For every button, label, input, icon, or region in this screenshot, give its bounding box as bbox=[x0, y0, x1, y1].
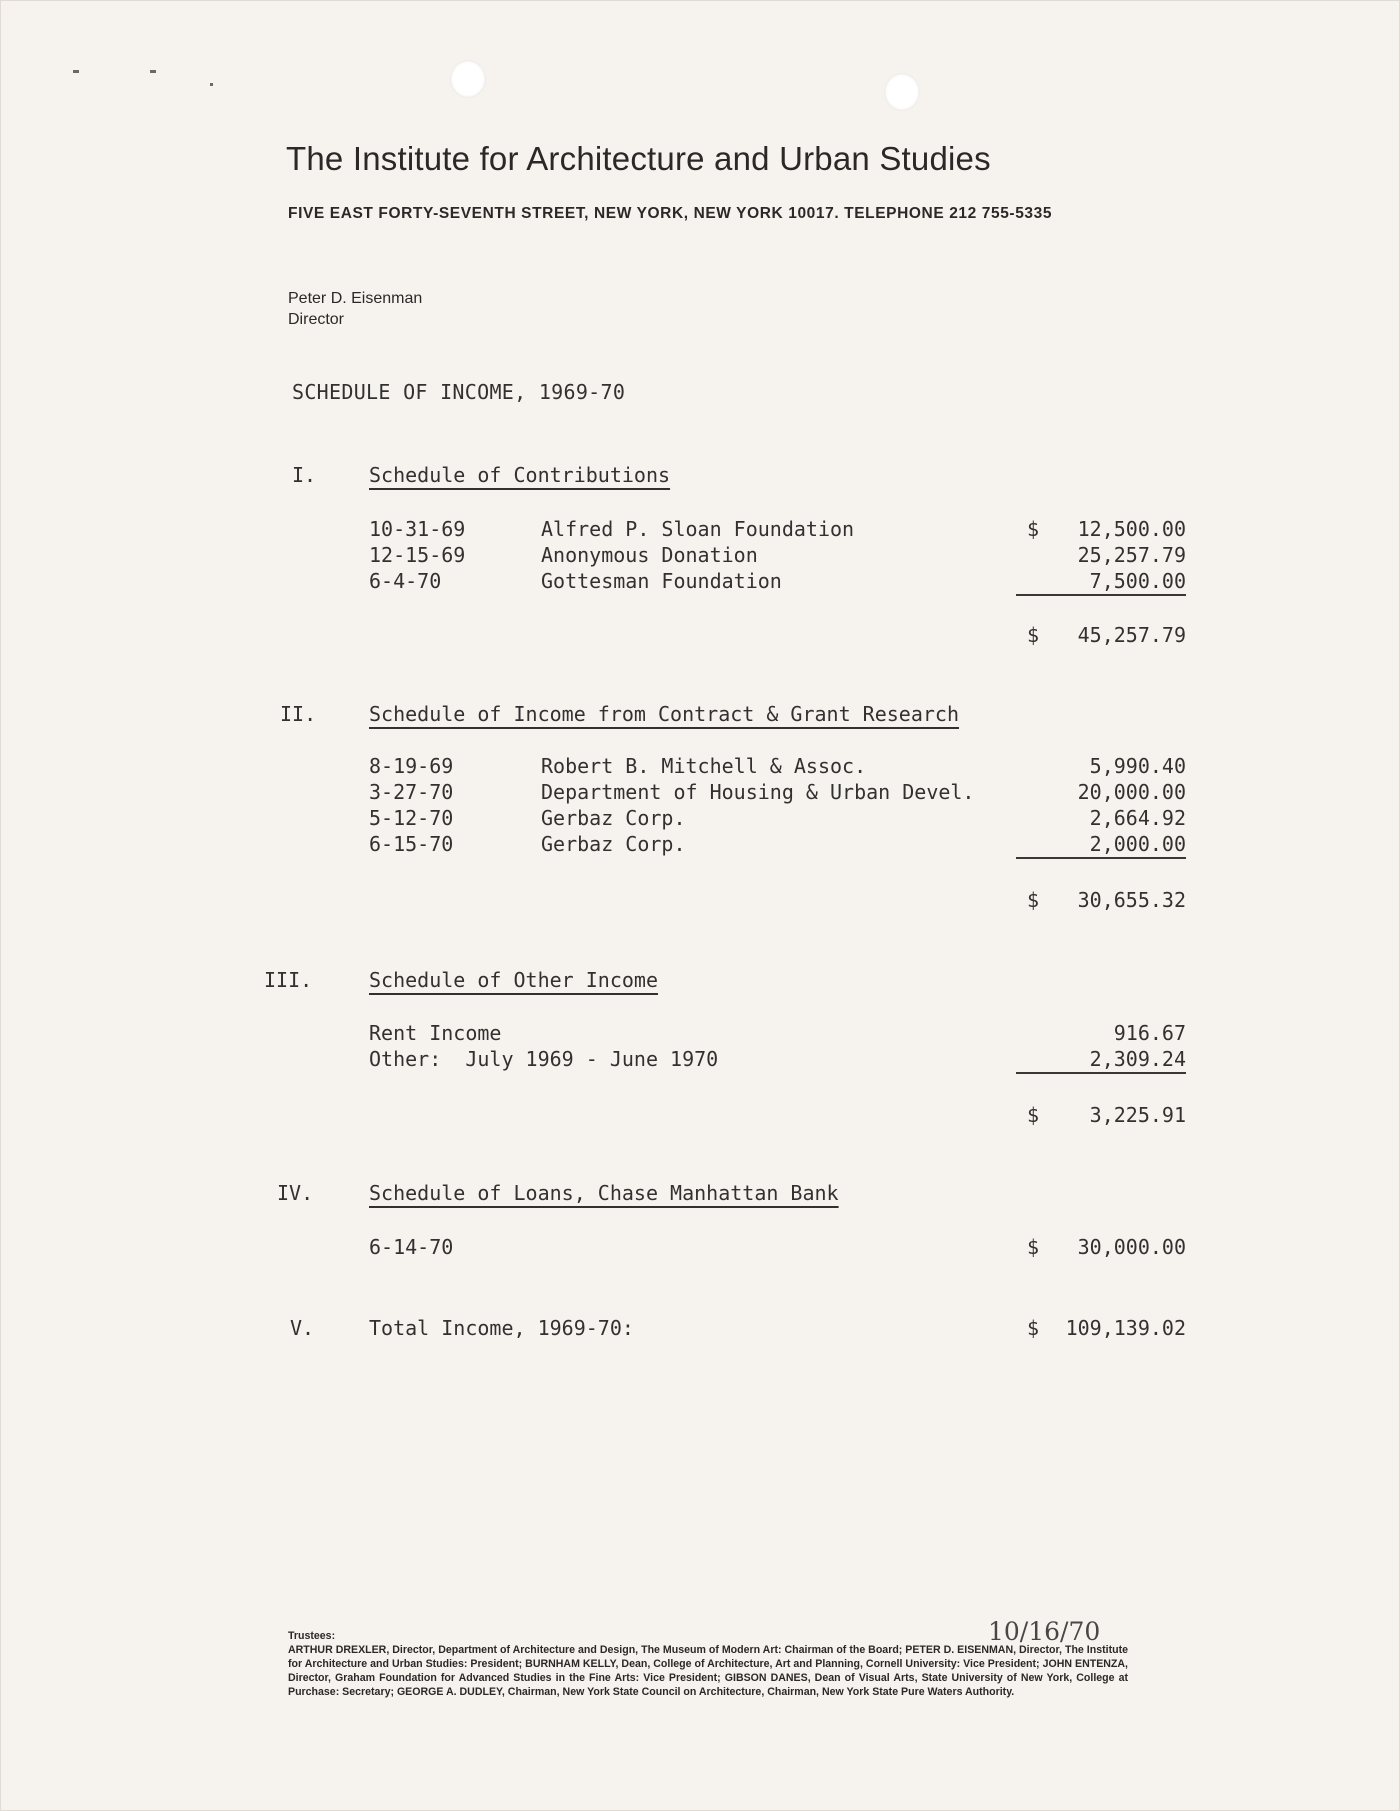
currency-symbol: $ bbox=[1027, 1316, 1040, 1340]
section-title: Schedule of Contributions bbox=[369, 463, 671, 487]
director-title: Director bbox=[288, 311, 345, 328]
row-description: Anonymous Donation bbox=[541, 543, 758, 567]
row-description: Rent Income bbox=[369, 1021, 502, 1045]
row-amount: 25,257.79 bbox=[1077, 543, 1186, 567]
row-date: 12-15-69 bbox=[369, 543, 466, 567]
row-amount: 12,500.00 bbox=[1077, 517, 1186, 541]
row-amount: 2,309.24 bbox=[1016, 1047, 1186, 1074]
row-description: Robert B. Mitchell & Assoc. bbox=[541, 754, 867, 778]
section-title: Schedule of Other Income bbox=[369, 968, 658, 992]
row-date: 6-15-70 bbox=[369, 832, 454, 856]
trustees-footer bbox=[288, 1629, 1128, 1699]
row-description: Department of Housing & Urban Devel. bbox=[541, 780, 975, 804]
row-description: Gerbaz Corp. bbox=[541, 832, 686, 856]
section-total: 45,257.79 bbox=[1077, 623, 1186, 647]
trustees-text: ARTHUR DREXLER, Director, Department of Architecture and Design, The Museum of Modern Art: Chairman of the Board; PETER D. EISENMAN, Director, The Institute for Architecture and Urban Studies: President; BURNHAM KELLY, Dean, College of Architecture, Art and Planning, Cornell University: Vice President; JOHN ENTENZA, Director, Graham Foundation for Advanced Studies in the Fine Arts: Vice President; GIBSON DANES, Dean of Visual Arts, State University of New York, College at Purchase: Secretary; GEORGE A. DUDLEY, Chairman, New York State Council on Architecture, Chairman, New York State Pure Waters Authority. bbox=[288, 1644, 1128, 1698]
row-amount: 7,500.00 bbox=[1016, 569, 1186, 596]
section-total: 30,655.32 bbox=[1077, 888, 1186, 912]
trustees-label: Trustees: bbox=[288, 1630, 336, 1642]
row-amount: 2,664.92 bbox=[1089, 806, 1186, 830]
director-block bbox=[288, 288, 422, 330]
total-income-amount: 109,139.02 bbox=[1065, 1316, 1186, 1340]
row-date: 5-12-70 bbox=[369, 806, 454, 830]
section-number: IV. bbox=[277, 1181, 314, 1205]
row-description: Gerbaz Corp. bbox=[541, 806, 686, 830]
row-description: Other: July 1969 - June 1970 bbox=[369, 1047, 719, 1071]
section-number: III. bbox=[264, 968, 313, 992]
document-title: SCHEDULE OF INCOME, 1969-70 bbox=[292, 380, 626, 404]
scan-mark bbox=[210, 83, 213, 86]
organization-name: The Institute for Architecture and Urban Studies bbox=[286, 140, 991, 177]
row-description: Gottesman Foundation bbox=[541, 569, 782, 593]
row-date: 6-4-70 bbox=[369, 569, 442, 593]
row-date: 3-27-70 bbox=[369, 780, 454, 804]
currency-symbol: $ bbox=[1027, 888, 1040, 912]
currency-symbol: $ bbox=[1027, 1103, 1040, 1127]
organization-address: FIVE EAST FORTY-SEVENTH STREET, NEW YORK, NEW YORK 10017. TELEPHONE 212 755-5335 bbox=[288, 205, 1053, 222]
row-amount: 916.67 bbox=[1113, 1021, 1186, 1045]
scan-mark bbox=[150, 70, 156, 73]
row-date: 6-14-70 bbox=[369, 1235, 454, 1259]
director-name: Peter D. Eisenman bbox=[288, 290, 423, 307]
punch-hole-right bbox=[884, 73, 920, 111]
section-total: 3,225.91 bbox=[1089, 1103, 1186, 1127]
row-amount: 2,000.00 bbox=[1016, 832, 1186, 859]
section-number: I. bbox=[292, 463, 317, 487]
section-title: Schedule of Income from Contract & Grant Research bbox=[369, 702, 960, 726]
currency-symbol: $ bbox=[1027, 1235, 1040, 1259]
scan-mark bbox=[73, 70, 79, 73]
currency-symbol: $ bbox=[1027, 517, 1040, 541]
row-amount: 5,990.40 bbox=[1089, 754, 1186, 778]
punch-hole-left bbox=[450, 60, 486, 98]
row-date: 8-19-69 bbox=[369, 754, 454, 778]
row-description: Alfred P. Sloan Foundation bbox=[541, 517, 855, 541]
section-number: II. bbox=[280, 702, 317, 726]
row-amount: 20,000.00 bbox=[1077, 780, 1186, 804]
total-income-label: Total Income, 1969-70: bbox=[369, 1316, 634, 1340]
currency-symbol: $ bbox=[1027, 623, 1040, 647]
handwritten-date: 10/16/70 bbox=[988, 1617, 1101, 1646]
row-amount: 30,000.00 bbox=[1077, 1235, 1186, 1259]
section-title: Schedule of Loans, Chase Manhattan Bank bbox=[369, 1181, 839, 1205]
row-date: 10-31-69 bbox=[369, 517, 466, 541]
section-number: V. bbox=[290, 1316, 315, 1340]
